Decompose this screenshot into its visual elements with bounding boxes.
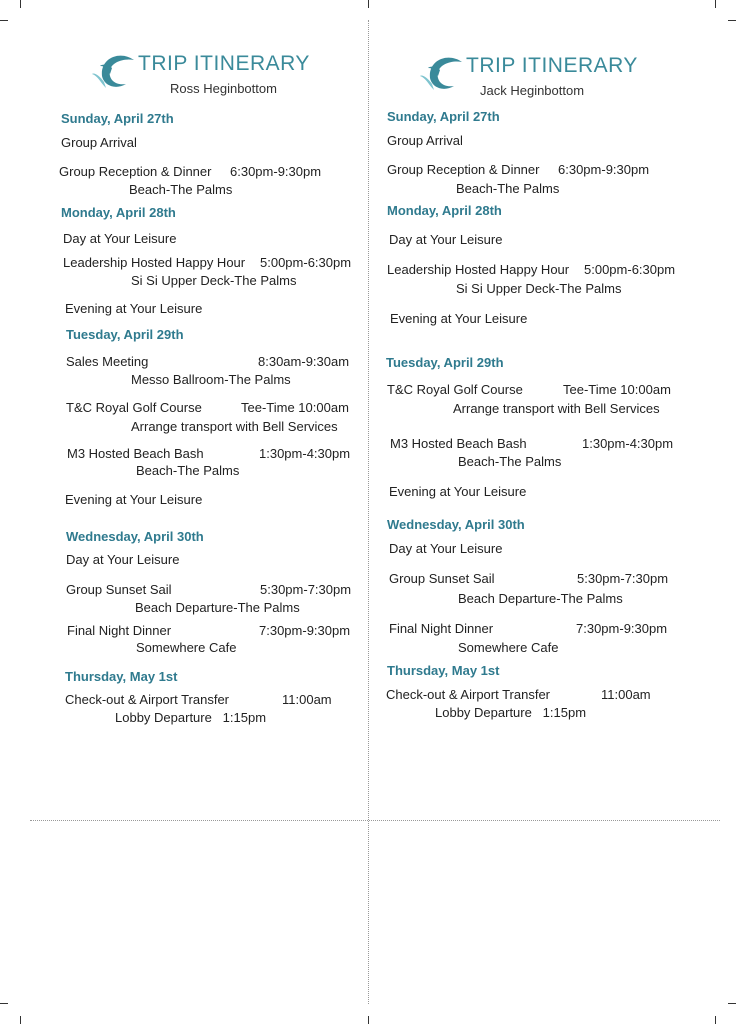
event-name: Evening at Your Leisure: [65, 301, 203, 316]
itinerary-card-ross: [58, 0, 378, 800]
event-name: M3 Hosted Beach Bash: [67, 446, 204, 461]
event-time: Tee-Time 10:00am: [563, 382, 671, 397]
crop-mark: [728, 1003, 736, 1004]
crop-mark: [20, 0, 21, 8]
event-name: Leadership Hosted Happy Hour: [387, 262, 570, 277]
crop-mark: [0, 1003, 8, 1004]
event-name: Group Arrival: [61, 135, 137, 150]
event-name: Check-out & Airport Transfer: [65, 692, 230, 707]
event-location: Si Si Upper Deck-The Palms: [131, 273, 297, 288]
event-name: Final Night Dinner: [389, 621, 494, 636]
crop-mark: [368, 1016, 369, 1024]
crop-mark: [715, 0, 716, 8]
event-name: Day at Your Leisure: [66, 552, 180, 567]
event-name: Day at Your Leisure: [63, 231, 177, 246]
crop-mark: [0, 20, 8, 21]
event-name: Leadership Hosted Happy Hour: [63, 255, 246, 270]
event-time: 5:30pm-7:30pm: [577, 571, 669, 586]
event-location: Messo Ballroom-The Palms: [131, 372, 291, 387]
event-name: Evening at Your Leisure: [65, 492, 203, 507]
itinerary-card-jack: [386, 0, 706, 800]
event-time: 1:30pm-4:30pm: [582, 436, 674, 451]
event-time: 8:30am-9:30am: [258, 354, 350, 369]
event-time: 7:30pm-9:30pm: [259, 623, 351, 638]
day-heading: Monday, April 28th: [61, 205, 176, 220]
event-location: Si Si Upper Deck-The Palms: [456, 281, 622, 296]
event-name: Group Arrival: [387, 133, 463, 148]
event-location: Beach-The Palms: [456, 181, 560, 196]
crop-mark: [715, 1016, 716, 1024]
event-name: Group Reception & Dinner: [59, 164, 212, 179]
event-name: T&C Royal Golf Course: [387, 382, 523, 397]
wave-logo-icon: [420, 54, 466, 94]
logo-title: TRIP ITINERARY: [466, 54, 638, 77]
event-location: Somewhere Cafe: [136, 640, 237, 655]
day-heading: Tuesday, April 29th: [386, 355, 504, 370]
event-name: Check-out & Airport Transfer: [386, 687, 551, 702]
event-time: 6:30pm-9:30pm: [558, 162, 650, 177]
event-time: 1:30pm-4:30pm: [259, 446, 351, 461]
event-time: 11:00am: [601, 687, 651, 702]
event-name: M3 Hosted Beach Bash: [390, 436, 527, 451]
day-heading: Wednesday, April 30th: [66, 529, 204, 544]
event-name: Sales Meeting: [66, 354, 149, 369]
event-name: Group Reception & Dinner: [387, 162, 540, 177]
day-heading: Thursday, May 1st: [387, 663, 500, 678]
logo-title: TRIP ITINERARY: [138, 52, 310, 75]
event-location: Arrange transport with Bell Services: [131, 419, 338, 434]
event-location: Lobby Departure 1:15pm: [435, 705, 587, 720]
event-location: Somewhere Cafe: [458, 640, 559, 655]
event-name: Group Sunset Sail: [389, 571, 495, 586]
event-name: Evening at Your Leisure: [390, 311, 528, 326]
event-time: 5:00pm-6:30pm: [260, 255, 352, 270]
event-time: 6:30pm-9:30pm: [230, 164, 322, 179]
event-time: 7:30pm-9:30pm: [576, 621, 668, 636]
day-heading: Monday, April 28th: [387, 203, 502, 218]
event-name: T&C Royal Golf Course: [66, 400, 202, 415]
event-location: Beach Departure-The Palms: [458, 591, 623, 606]
event-location: Beach Departure-The Palms: [135, 600, 300, 615]
event-name: Evening at Your Leisure: [389, 484, 527, 499]
event-name: Final Night Dinner: [67, 623, 172, 638]
event-location: Beach-The Palms: [129, 182, 233, 197]
crop-mark: [20, 1016, 21, 1024]
crop-mark: [728, 20, 736, 21]
day-heading: Tuesday, April 29th: [66, 327, 184, 342]
event-time: 11:00am: [282, 692, 332, 707]
event-location: Lobby Departure 1:15pm: [115, 710, 267, 725]
event-location: Arrange transport with Bell Services: [453, 401, 660, 416]
day-heading: Sunday, April 27th: [61, 111, 174, 126]
day-heading: Wednesday, April 30th: [387, 517, 525, 532]
event-location: Beach-The Palms: [458, 454, 562, 469]
event-time: 5:00pm-6:30pm: [584, 262, 676, 277]
traveler-name: Ross Heginbottom: [170, 81, 277, 96]
event-name: Day at Your Leisure: [389, 232, 503, 247]
event-time: 5:30pm-7:30pm: [260, 582, 352, 597]
event-location: Beach-The Palms: [136, 463, 240, 478]
event-name: Day at Your Leisure: [389, 541, 503, 556]
wave-logo-icon: [92, 52, 138, 92]
horizontal-cut-line: [30, 820, 720, 821]
traveler-name: Jack Heginbottom: [480, 83, 585, 98]
event-time: Tee-Time 10:00am: [241, 400, 349, 415]
day-heading: Thursday, May 1st: [65, 669, 178, 684]
day-heading: Sunday, April 27th: [387, 109, 500, 124]
event-name: Group Sunset Sail: [66, 582, 172, 597]
